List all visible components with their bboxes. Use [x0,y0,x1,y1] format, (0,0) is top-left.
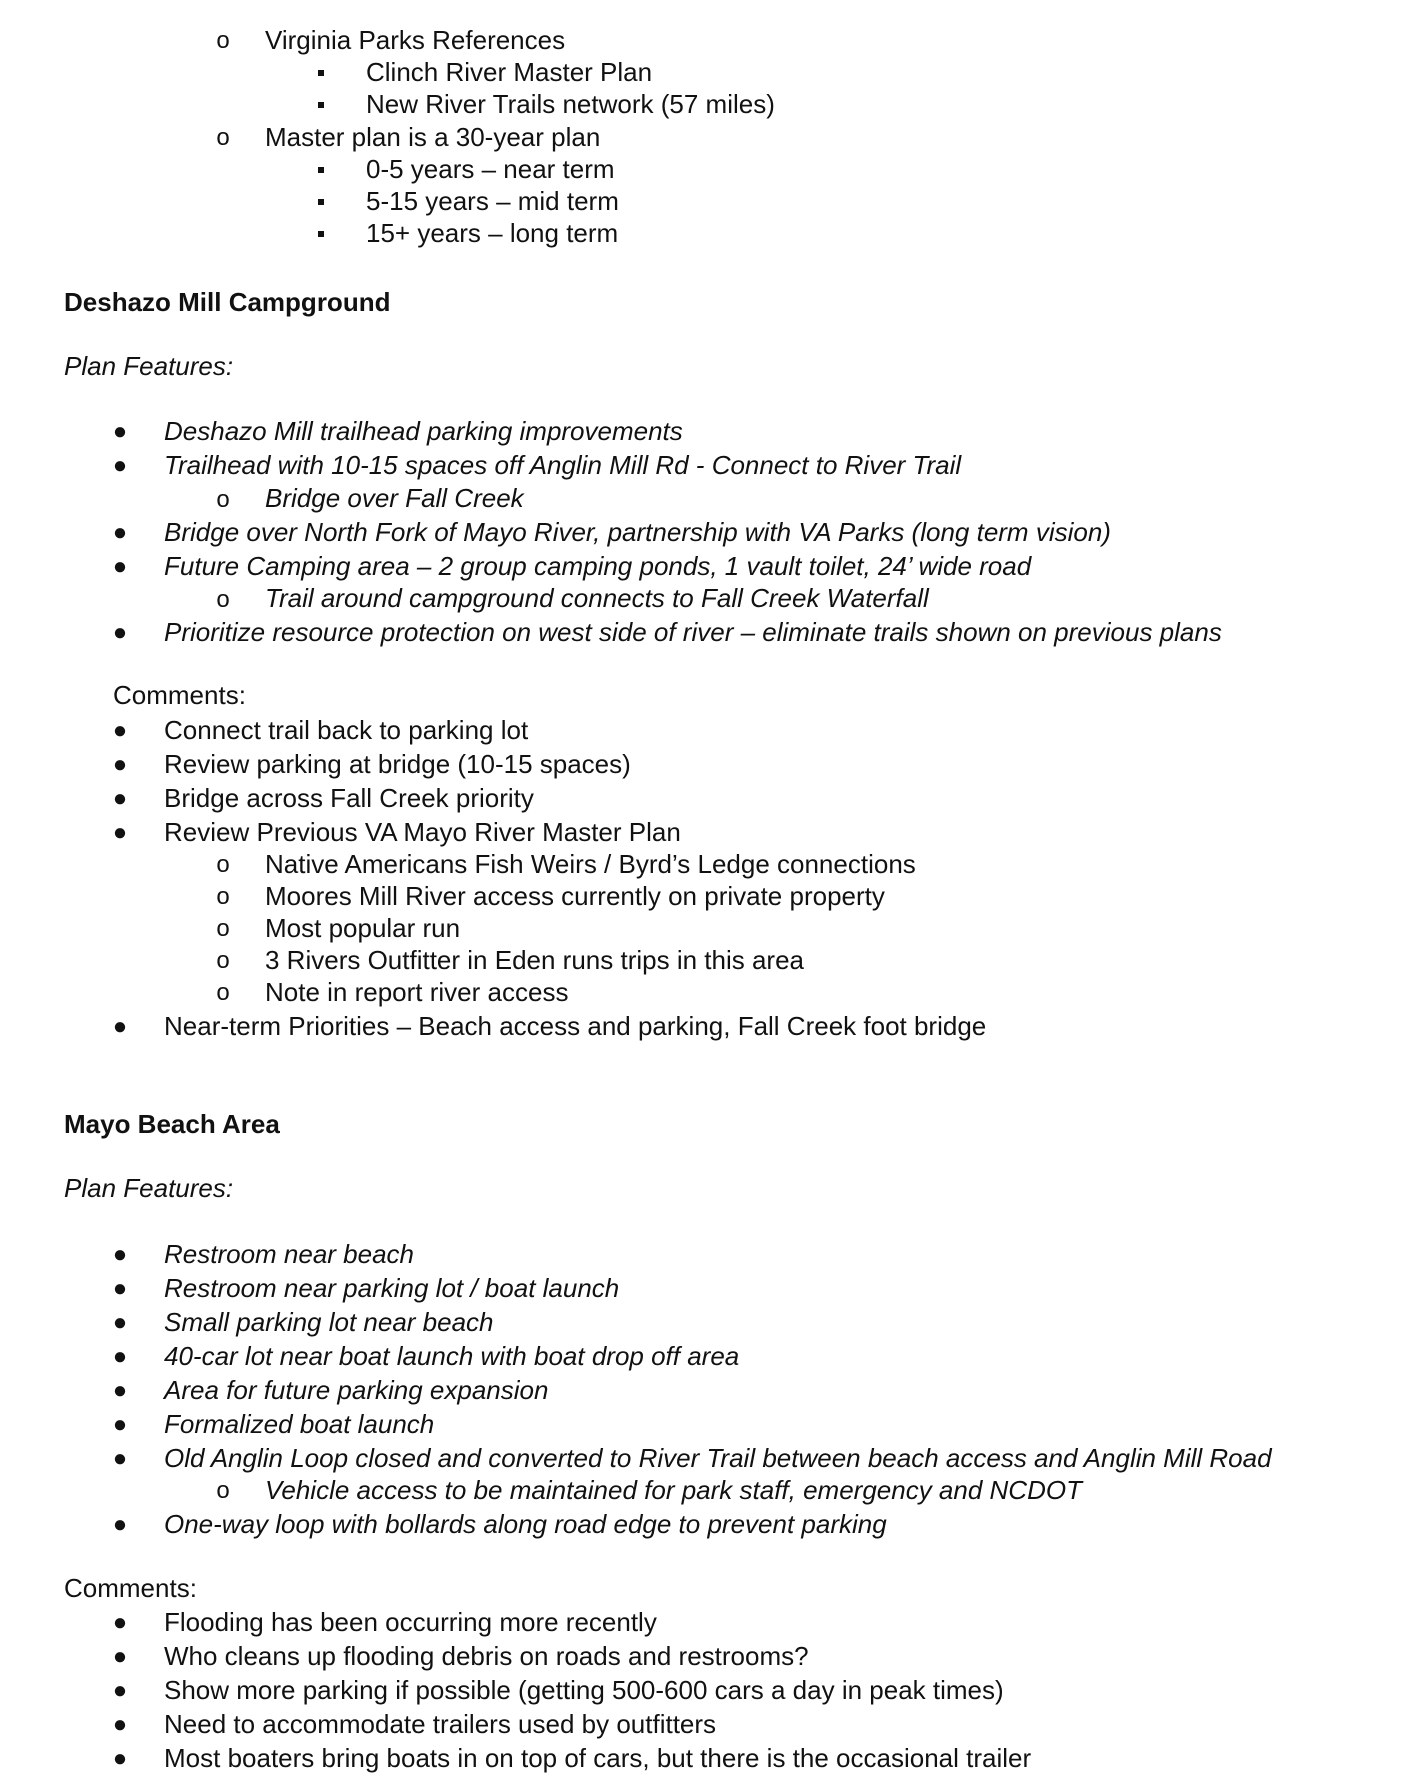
bullet-icon: ● [112,751,128,778]
section-heading: Mayo Beach Area [64,1109,280,1139]
list-item: Vehicle access to be maintained for park staff, emergency and NCDOT [265,1475,1082,1505]
circle-bullet-icon: o [216,851,230,878]
bullet-icon: ● [112,717,128,744]
list-item: Restroom near parking lot / boat launch [164,1273,620,1303]
plan-features-label: Plan Features: [64,351,234,381]
list-item: Flooding has been occurring more recently [164,1607,657,1637]
list-item: Area for future parking expansion [164,1375,549,1405]
bullet-icon: ● [112,1411,128,1438]
circle-bullet-icon: o [216,915,230,942]
list-item: Review Previous VA Mayo River Master Plan [164,817,681,847]
circle-bullet-icon: o [216,27,230,54]
bullet-icon: ● [112,1343,128,1370]
list-item: Note in report river access [265,977,569,1007]
circle-bullet-icon: o [216,586,230,613]
bullet-icon: ● [112,1609,128,1636]
square-bullet-icon [318,199,324,205]
bullet-icon: ● [112,819,128,846]
circle-bullet-icon: o [216,947,230,974]
bullet-icon: ● [112,1745,128,1772]
bullet-icon: ● [112,1241,128,1268]
plan-features-label: Plan Features: [64,1173,234,1203]
list-item: Bridge across Fall Creek priority [164,783,534,813]
list-item: Native Americans Fish Weirs / Byrd’s Ledge connections [265,849,916,879]
bullet-icon: ● [112,553,128,580]
square-bullet-icon [318,231,324,237]
list-item: Trail around campground connects to Fall Creek Waterfall [265,583,929,613]
list-item: Most popular run [265,913,461,943]
list-item: Restroom near beach [164,1239,415,1269]
list-item: Deshazo Mill trailhead parking improvements [164,416,683,446]
bullet-icon: ● [112,418,128,445]
list-item: Need to accommodate trailers used by outfitters [164,1709,717,1739]
list-item: Moores Mill River access currently on private property [265,881,885,911]
list-item: Review parking at bridge (10-15 spaces) [164,749,631,779]
list-item: Formalized boat launch [164,1409,435,1439]
bullet-icon: ● [112,1677,128,1704]
list-item: Most boaters bring boats in on top of cars, but there is the occasional trailer [164,1743,1032,1773]
bullet-icon: ● [112,1377,128,1404]
circle-bullet-icon: o [216,979,230,1006]
list-item: Bridge over North Fork of Mayo River, partnership with VA Parks (long term vision) [164,517,1111,547]
bullet-icon: ● [112,1309,128,1336]
square-bullet-icon [318,102,324,108]
list-item: Near-term Priorities – Beach access and parking, Fall Creek foot bridge [164,1011,987,1041]
circle-bullet-icon: o [216,124,230,151]
list-item: Prioritize resource protection on west side of river – eliminate trails shown on previous plans [164,617,1222,647]
bullet-icon: ● [112,1445,128,1472]
list-item: 0-5 years – near term [366,154,615,184]
bullet-icon: ● [112,452,128,479]
bullet-icon: ● [112,1013,128,1040]
bullet-icon: ● [112,1511,128,1538]
list-item: 3 Rivers Outfitter in Eden runs trips in this area [265,945,805,975]
list-item: New River Trails network (57 miles) [366,89,775,119]
square-bullet-icon [318,167,324,173]
bullet-icon: ● [112,785,128,812]
bullet-icon: ● [112,619,128,646]
list-item: Old Anglin Loop closed and converted to River Trail between beach access and Anglin Mill Road [164,1443,1272,1473]
comments-label: Comments: [113,680,246,710]
comments-label: Comments: [64,1573,197,1603]
list-item: Bridge over Fall Creek [265,483,524,513]
list-item: Clinch River Master Plan [366,57,653,87]
bullet-icon: ● [112,1275,128,1302]
list-item: Small parking lot near beach [164,1307,494,1337]
list-item: 15+ years – long term [366,218,619,248]
list-item: Master plan is a 30-year plan [265,122,601,152]
section-heading: Deshazo Mill Campground [64,287,391,317]
bullet-icon: ● [112,1711,128,1738]
circle-bullet-icon: o [216,486,230,513]
list-item: One-way loop with bollards along road edge to prevent parking [164,1509,887,1539]
circle-bullet-icon: o [216,1477,230,1504]
list-item: Who cleans up flooding debris on roads and restrooms? [164,1641,809,1671]
list-item: Trailhead with 10-15 spaces off Anglin Mill Rd - Connect to River Trail [164,450,962,480]
list-item: 40-car lot near boat launch with boat drop off area [164,1341,740,1371]
bullet-icon: ● [112,519,128,546]
square-bullet-icon [318,70,324,76]
bullet-icon: ● [112,1643,128,1670]
list-item: Show more parking if possible (getting 500-600 cars a day in peak times) [164,1675,1004,1705]
list-item: Virginia Parks References [265,25,566,55]
list-item: Future Camping area – 2 group camping ponds, 1 vault toilet, 24’ wide road [164,551,1032,581]
list-item: Connect trail back to parking lot [164,715,529,745]
list-item: 5-15 years – mid term [366,186,619,216]
circle-bullet-icon: o [216,883,230,910]
